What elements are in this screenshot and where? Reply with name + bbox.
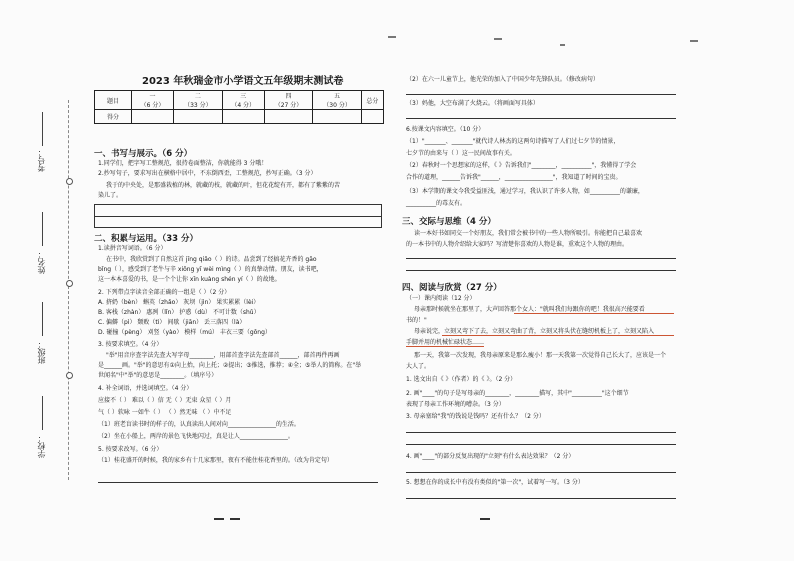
answer-line[interactable] <box>406 498 676 499</box>
q1-line: 在书中，我欣赏到了自然这首 jīng qiǎo（ ）的诗。品尝到了经搞花卉香的 gāo <box>106 256 317 263</box>
answer-line[interactable] <box>406 258 676 259</box>
q2-option-a: A. 挤奶（bèn） 蝌英（zhǎo） 灰坝（jìn） 果实累累（lèi） <box>98 299 260 306</box>
answer-line[interactable] <box>406 118 676 119</box>
copy-writing-rule <box>95 216 381 217</box>
q6-line: （1）"_______、_______"就代诗人林杰的这两句诗描写了人们过七夕节的情景， <box>406 138 620 145</box>
score-cell: 四 （27 分） <box>264 91 313 110</box>
s3-line: 读一本好书如同交一个好朋友，我们常会被书中的一些人物所吸引。你能把自己最喜欢 <box>414 230 643 237</box>
xuexiao-line <box>42 396 44 430</box>
xuexiao-label: 学校： <box>37 434 46 458</box>
q1-line: 这一本本喜爱的书，是一个个让你 xīn kuàng shén yí（ ）的故地。 <box>98 276 281 283</box>
reading-q3: 3. 母亲塞给"我"的钱说是钱吗？还有什么？（2 分） <box>406 413 545 420</box>
answer-line[interactable] <box>406 472 676 473</box>
answer-line[interactable] <box>406 270 676 271</box>
answer-line[interactable] <box>406 432 676 433</box>
q3-line: "举"用音序查字法先查大写字母________，用部首查字法先查部首______，部首再件再画 <box>106 352 340 359</box>
q4-line: （1）班老盲读书时的样子的，认真读出人间对向________________的生活。 <box>98 421 300 428</box>
score-table <box>94 90 384 124</box>
q1-prompt: 1.读拼音写词语。（6 分） <box>98 245 167 252</box>
section-3-heading: 三、交际与思维（4 分） <box>402 217 496 227</box>
score-value-row <box>95 110 384 124</box>
score-cell: 题目 <box>95 91 132 110</box>
score-cell: 总分 <box>361 91 383 110</box>
binding-strip <box>0 0 88 561</box>
xingming-label: 姓名： <box>37 250 46 274</box>
q6-line: （2）春秋时一个思想家的这样，《 》告诉我们"________，__________"，我懂得了学会 <box>406 162 637 169</box>
page-mark <box>214 518 224 520</box>
binding-hole <box>66 178 73 185</box>
score-input[interactable] <box>264 110 313 124</box>
q5-line: （3）妈他，大空布满了火烧云。（将画面写具体） <box>406 100 539 107</box>
right-column <box>402 0 692 561</box>
reading-q5: 5. 想想在你的成长中有没有类似的"第一次"，试着写一写。（3 分） <box>406 479 584 486</box>
score-input[interactable] <box>132 110 174 124</box>
s1-line: 2.抄写句子，要求写出在横格中居中，不东倒西歪，工整规范，抄写正确。（3 分） <box>98 170 317 177</box>
q2-prompt: 2. 下列带点字读音全部正确的一组是（ ）（2 分） <box>98 289 231 296</box>
score-cell: 三 （4 分） <box>222 91 264 110</box>
q1-line: bǐng（ ），感受到了老牛与辛 xiōng yī wèi mìng（ ）的真挚动情。朋友，读书吧， <box>98 266 323 273</box>
passage-line: 大人了。 <box>406 363 431 370</box>
q2-option-c: C. 偏僻（pì） 颓败（tì） 间歇（jiān） 丢三落四（là） <box>98 319 246 326</box>
q6-line: （3）本学期的课文今我受益匪浅，通过学习，我认识了许多人物，如__________的谦廉， <box>406 188 644 195</box>
banji-line <box>42 302 44 336</box>
s4-subheading: （一）课内阅读（12 分） <box>406 295 476 302</box>
q4-line: 应接不（ ） 难以（ ）信 无（ ）无束 众星（ ）月 <box>98 397 232 404</box>
score-cell: 一 （6 分） <box>132 91 174 110</box>
score-row-label: 得分 <box>95 110 132 124</box>
q5-prompt: 5. 按要求改写。（6 分） <box>98 446 163 453</box>
q5-line: （1）桂花盛开的时候，我的家乡有十几家那里，夜有不能住桂花香里的。（改为肯定句） <box>98 457 333 464</box>
score-cell: 二 （33 分） <box>174 91 223 110</box>
score-input[interactable] <box>313 110 362 124</box>
q6-line: 合作的道理，______告诉我"______，________________"，我知道了时间的宝贵。 <box>406 174 622 181</box>
answer-line[interactable] <box>406 444 676 445</box>
passage-underline <box>442 335 674 336</box>
passage-underline <box>514 313 674 314</box>
xingming-line <box>42 212 44 246</box>
q6-line: __________的毒友有。 <box>406 200 467 207</box>
reading-q1: 1. 选文出自《 》（作者）的《 》。（2 分） <box>406 376 517 383</box>
q4-line: （2）坐在小船上，两岸的景色飞快地闪过，真是让人________________。 <box>98 433 294 440</box>
reading-q2-cont: 表现了母亲工作环境的嘈杂。（3 分） <box>406 401 505 408</box>
passage-line: 母亲那时候就坐在那里了，大声回答那个女人："就叫我们每跟你的吧！我很高兴能要看 <box>414 306 645 313</box>
score-input[interactable] <box>361 110 383 124</box>
s1-line: 我于的中央处，是那盛栽植的林，就藏的枝，就藏的叶，但花花绽有开，都有了紫紫的苦 <box>106 182 341 189</box>
binding-hole <box>66 280 73 287</box>
q6-prompt: 6.按课文内容填空。（10 分） <box>406 126 485 133</box>
page-mark <box>230 518 240 520</box>
score-header-row <box>95 91 384 110</box>
banji-label: 班级： <box>37 340 46 364</box>
passage-underline <box>406 346 484 347</box>
s1-line: 染儿了。 <box>98 192 123 199</box>
kaohao-line <box>42 112 44 146</box>
s3-line: 的一本书中的人物介绍给大家吗？写清楚你喜欢的人物是谁，重欢这个人物的理由。 <box>406 241 629 248</box>
passage-line: 书的！" <box>406 317 427 324</box>
section-1-heading: 一、书写与展示。（6 分） <box>94 149 193 159</box>
section-2-heading: 二、积累与运用。（33 分） <box>94 234 199 244</box>
score-input[interactable] <box>174 110 223 124</box>
section-4-heading: 四、阅读与欣赏（27 分） <box>402 283 502 293</box>
q2-option-b: B. 客栈（zhàn） 惠冽（lǐn） 护惑（dù） 不可计数（shǔ） <box>98 309 260 316</box>
passage-line: 那一天，我第一次发现，我母亲原来是那么瘦小！那一天我第一次觉得自己长大了，应该是一个 <box>414 352 667 359</box>
page-mark <box>480 518 490 520</box>
binding-dashed-line <box>68 100 70 480</box>
passage-line: 母亲说完，立刻又弯下了去，立刻又弯曲了背，立刻又将头伏在缝纫机板上了，立刻又陷入 <box>414 328 655 335</box>
q3-line: 是______画。"举"的意思有①向上抬，向上托；②提出；③推选，推荐；④全；⑤举人的简称。在"举 <box>98 362 362 369</box>
q5-line: （2）在六一儿童节上，他光荣的加入了中国少年先锋队员。（修改病句） <box>406 76 599 83</box>
reading-q2: 2. 画"____"的句子是写母亲的________，________描写，其中"__________"这个细节 <box>406 390 629 397</box>
answer-line[interactable] <box>98 482 378 483</box>
score-cell: 五 （30 分） <box>313 91 362 110</box>
q3-line: 世闻名"中"举"的意思是________。（填序号） <box>98 372 218 379</box>
exam-title: 2023 年秋瑞金市小学语文五年级期末测试卷 <box>142 76 344 87</box>
score-input[interactable] <box>222 110 264 124</box>
q4-line: 气（ ）软咏 一如牛（ ） （ ）然无味 （ ）中不足 <box>98 409 232 416</box>
q3-prompt: 3. 按要求填空。（4 分） <box>98 341 163 348</box>
q4-prompt: 4. 补全词语，并选词填空。（4 分） <box>98 385 193 392</box>
q2-option-d: D. 碰撞（pèng） 刈竖（yào） 模样（mú） 丰衣三要（gōng） <box>98 329 271 336</box>
answer-line[interactable] <box>406 94 676 95</box>
reading-q4: 4. 画"____"的部分反复出现的"立刻"有什么表达效果？（2 分） <box>406 453 575 460</box>
left-column <box>94 0 394 561</box>
q6-line: 七夕节的由来与（ ）这一民间故事有关。 <box>406 150 516 157</box>
kaohao-label: 考号： <box>37 148 46 172</box>
copy-writing-box[interactable] <box>94 204 382 228</box>
s1-line: 1.同学们，把字写工整规范，很持卷面整洁，你就能得 3 分哦！ <box>98 160 268 167</box>
passage-line: 手脚并用的机械忙碌状态…… <box>406 339 485 346</box>
binding-hole <box>66 372 73 379</box>
